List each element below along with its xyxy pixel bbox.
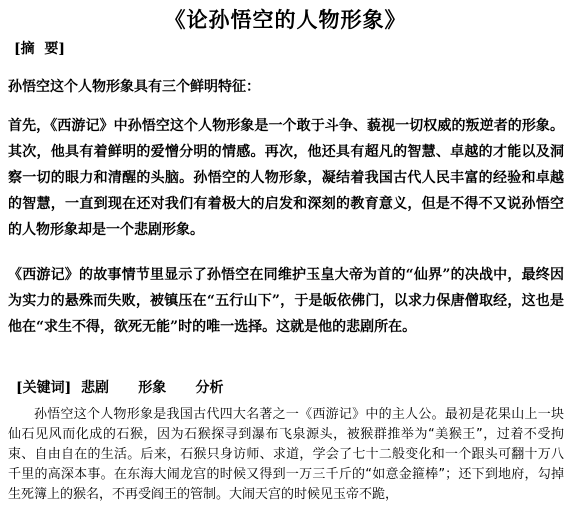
abstract-paragraph-1: 首先，《西游记》中孙悟空这个人物形象是一个敢于斗争、藐视一切权威的叛逆者的形象。其次，他具有着鲜明的爱憎分明的情感。再次，他还具有超凡的智慧、卓越的才能以及洞察一切的眼力和清醒的头脑。孙悟空的人物形象，凝结着我国古代人民丰富的经验和卓越的智慧，一直到现在还对我们有着极大的启发和深刻的教育意义，但是不得不又说孙悟空的人物形象却是一个悲剧形象。	[8, 118, 564, 238]
abstract-intro: 孙悟空这个人物形象具有三个鲜明特征：	[8, 79, 260, 95]
abstract-paragraph-2: 《西游记》的故事情节里显示了孙悟空在同维护玉皇大帝为首的“仙界”的决战中，最终因为实力的悬殊而失败，被镇压在“五行山下”，于是皈依佛门，以求力保唐僧取经，这也是他在“求生不得，欲死无能”时的唯一选择。这就是他的悲剧所在。	[8, 267, 564, 335]
document-title: 《论孙悟空的人物形象》	[164, 7, 407, 32]
keywords-line: [关键词] 悲剧 形象 分析	[16, 380, 224, 396]
abstract-label: [摘 要]	[14, 41, 65, 57]
body-paragraph: 孙悟空这个人物形象是我国古代四大名著之一《西游记》中的主人公。最初是花果山上一块仙石见风而化成的石猴，因为石猴探寻到瀑布飞泉源头，被猴群推举为“美猴王”，过着不受拘束、自由自在的生活。后来，石猴只身访师、求道，学会了七十二般变化和一个跟头可翻十万八千里的高深本事。在东海大闹龙宫的时候又得到一万三千斤的“如意金箍棒”；还下到地府，勾掉生死簿上的猴名，不再受阎王的管制。大闹天宫的时候见玉帝不跪，	[8, 407, 564, 502]
